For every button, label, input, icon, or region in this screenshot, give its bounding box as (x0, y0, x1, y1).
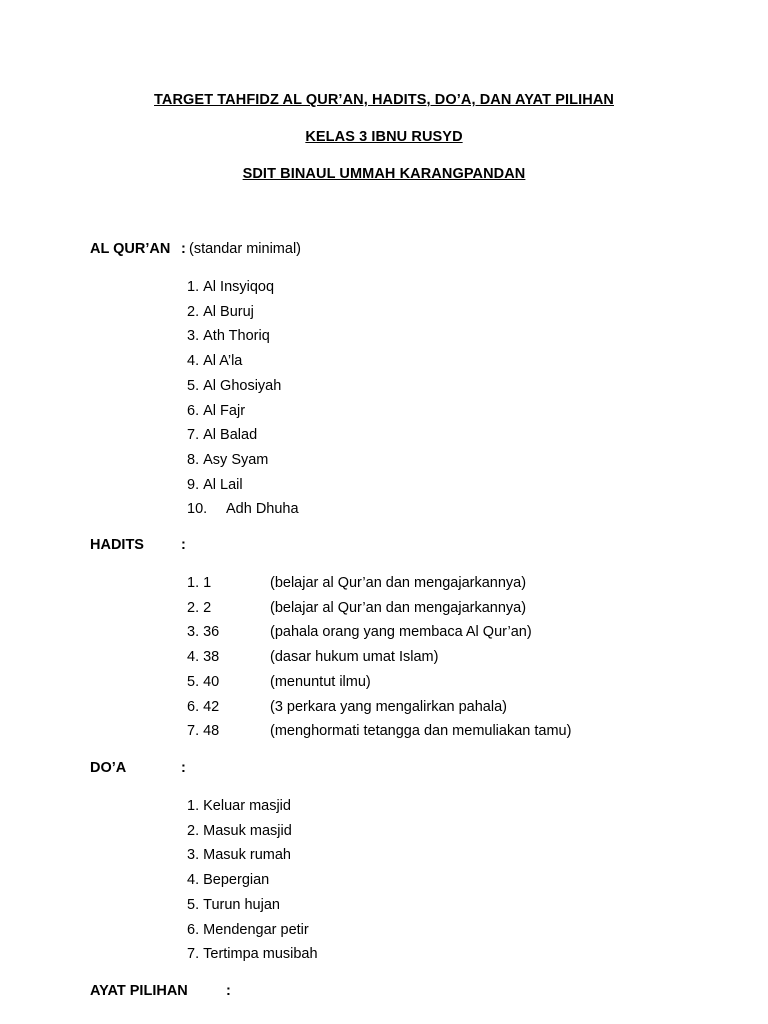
section-colon-hadits: : (181, 537, 186, 553)
item-name: Turun hujan (203, 896, 280, 913)
hadits-description: (menghormati tetangga dan memuliakan tamu) (270, 723, 572, 740)
item-name: Tertimpa musibah (203, 946, 318, 963)
list-item (187, 845, 291, 865)
item-number: 1. (187, 798, 200, 814)
section-colon-doa: : (181, 760, 186, 776)
item-number: 10. (187, 501, 208, 518)
list-item (187, 944, 318, 964)
item-number: 7. (187, 946, 200, 963)
list-item (187, 376, 281, 396)
list-item (187, 450, 268, 470)
hadits-number: 3. 36 (187, 624, 220, 641)
list-item (187, 499, 299, 519)
list-item (187, 647, 438, 667)
item-name: Al Balad (203, 427, 258, 444)
list-item (187, 697, 507, 717)
hadits-number: 4. 38 (187, 649, 220, 666)
item-number: 3. (187, 328, 200, 345)
item-name: Keluar masjid (203, 798, 291, 814)
item-name: Masuk rumah (203, 847, 291, 864)
list-item (187, 622, 532, 642)
hadits-description: (belajar al Qur’an dan mengajarkannya) (270, 599, 527, 616)
item-number: 8. (187, 451, 200, 468)
section-note-alquran: (standar minimal) (189, 241, 301, 257)
hadits-description: (belajar al Qur’an dan mengajarkannya) (270, 575, 527, 591)
list-item (187, 351, 242, 371)
item-number: 7. (187, 427, 200, 444)
list-item (187, 573, 526, 593)
list-item (187, 475, 243, 495)
list-item (187, 326, 270, 346)
item-number: 3. (187, 847, 200, 864)
class-title: KELAS 3 IBNU RUSYD (305, 129, 463, 145)
list-item (187, 302, 254, 322)
item-number: 5. (187, 377, 200, 394)
hadits-number: 6. 42 (187, 698, 220, 715)
item-name: Al Buruj (203, 303, 254, 320)
list-item (187, 672, 371, 692)
item-number: 2. (187, 303, 200, 320)
list-item (187, 920, 309, 940)
item-name: Bepergian (203, 872, 270, 889)
item-number: 2. (187, 822, 200, 839)
item-name: Adh Dhuha (226, 501, 299, 518)
item-number: 5. (187, 896, 200, 913)
list-item (187, 721, 571, 741)
item-name: Asy Syam (203, 451, 269, 468)
item-name: Al A’la (203, 353, 243, 370)
section-label-doa: DO’A (90, 760, 127, 776)
item-name: Ath Thoriq (203, 328, 270, 345)
hadits-number: 1. 1 (187, 575, 212, 591)
item-number: 4. (187, 353, 200, 370)
item-name: Al Ghosiyah (203, 377, 282, 394)
section-label-alquran: AL QUR’AN (90, 241, 171, 257)
item-name: Al Fajr (203, 402, 246, 419)
list-item (187, 598, 526, 618)
hadits-number: 2. 2 (187, 599, 212, 616)
item-name: Al Lail (203, 476, 243, 493)
section-colon-ayat-pilihan: : (226, 983, 231, 999)
list-item (187, 425, 257, 445)
list-item (187, 895, 280, 915)
hadits-number: 7. 48 (187, 723, 220, 740)
section-colon-alquran: : (181, 241, 186, 257)
hadits-description: (dasar hukum umat Islam) (270, 649, 439, 666)
list-item (187, 401, 245, 421)
school-title: SDIT BINAUL UMMAH KARANGPANDAN (242, 166, 526, 182)
hadits-number: 5. 40 (187, 673, 220, 690)
document-title: TARGET TAHFIDZ AL QUR’AN, HADITS, DO’A, DAN AYAT PILIHAN (154, 92, 614, 108)
item-number: 6. (187, 921, 200, 938)
item-number: 6. (187, 402, 200, 419)
item-name: Al Insyiqoq (203, 279, 275, 295)
item-number: 4. (187, 872, 200, 889)
item-number: 9. (187, 476, 200, 493)
section-label-hadits: HADITS (90, 537, 144, 553)
list-item (187, 796, 291, 816)
hadits-description: (menuntut ilmu) (270, 673, 371, 690)
hadits-description: (3 perkara yang mengalirkan pahala) (270, 698, 507, 715)
hadits-description: (pahala orang yang membaca Al Qur’an) (270, 624, 532, 641)
item-number: 1. (187, 279, 200, 295)
list-item (187, 277, 274, 297)
item-name: Mendengar petir (203, 921, 309, 938)
list-item (187, 821, 292, 841)
item-name: Masuk masjid (203, 822, 292, 839)
section-label-ayat-pilihan: AYAT PILIHAN (90, 983, 188, 999)
list-item (187, 870, 269, 890)
